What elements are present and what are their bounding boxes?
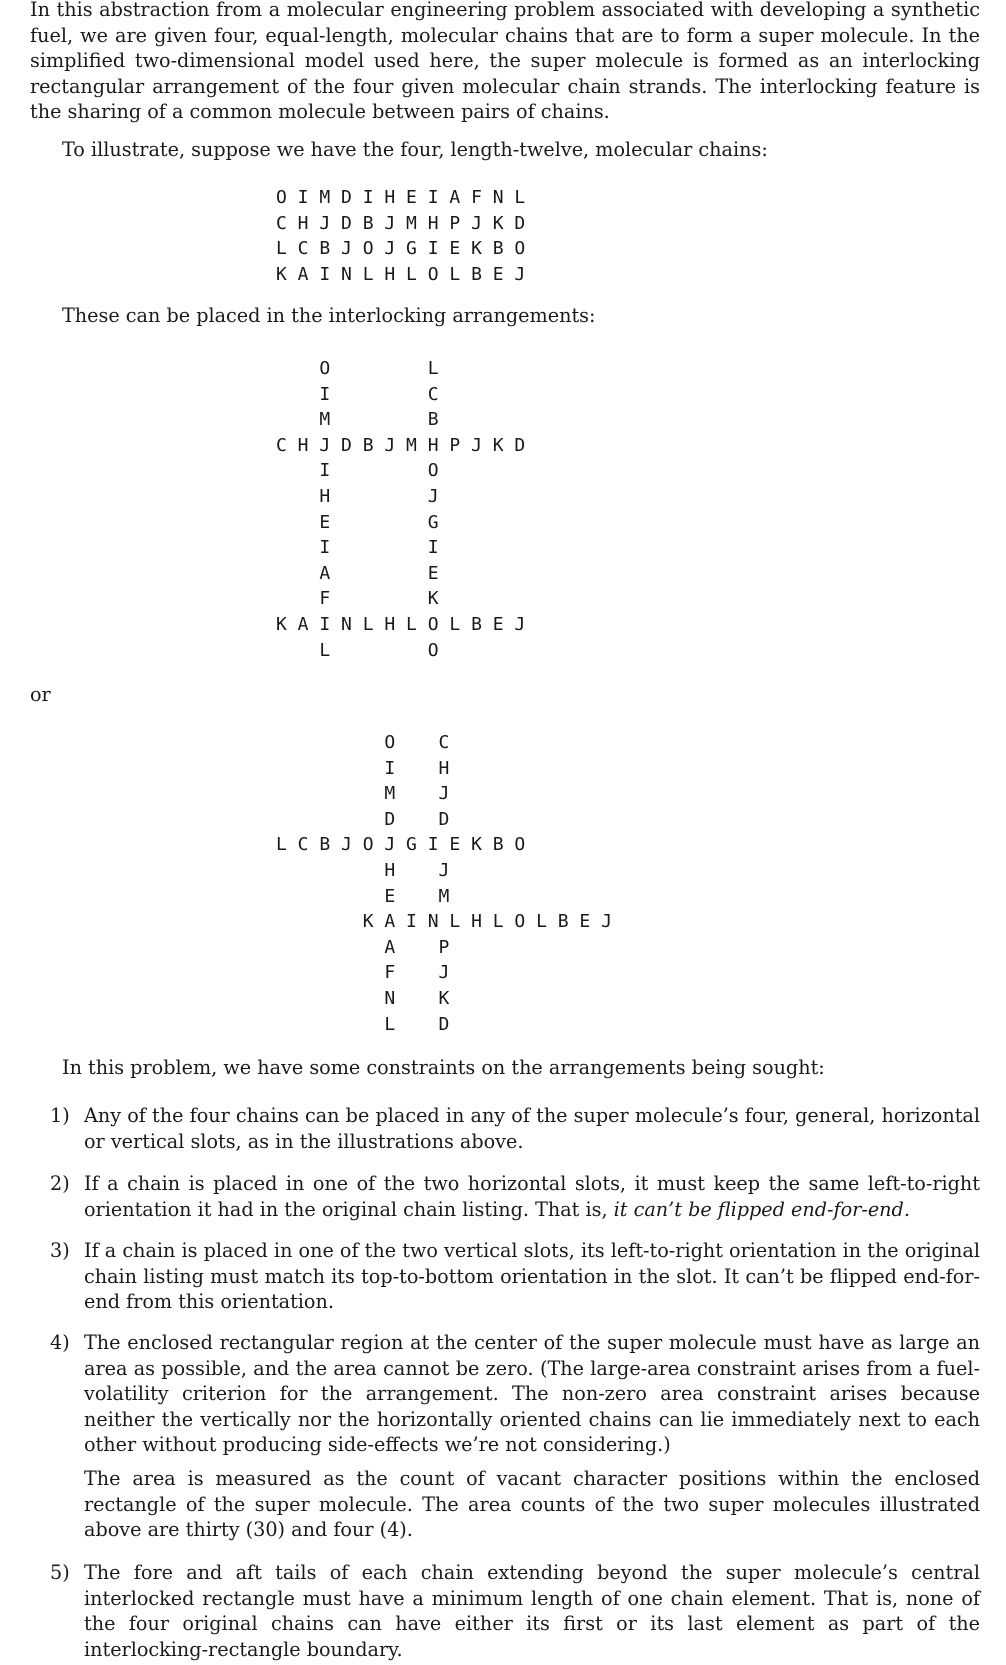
arrangement-line: F K: [276, 588, 439, 610]
arrangement-line: A P: [276, 936, 450, 958]
constraint-number: 5): [50, 1561, 70, 1584]
constraint-text: If a chain is placed in one of the two horizontal slots, it must keep the same left-to-right orientation it had in the original chain listing. That is,: [84, 1172, 980, 1221]
constraint-number: 3): [50, 1239, 70, 1262]
constraint-text-continued: The area is measured as the count of vacant character positions within the enclosed rectangle of the super molecule. The area counts of the two super molecules illustrated above are thirty (30) and four (4).: [84, 1466, 980, 1542]
placed-paragraph: These can be placed in the interlocking arrangements:: [62, 304, 596, 327]
intro-paragraph: In this abstraction from a molecular engineering problem associated with developing a synthetic fuel, we are given four, equal-length, molecular chains that are to form a super molecule. In the simplified two-dimensional model used here, the super molecule is formed as an interlocking rectangular arrangement of the four given molecular chain strands. The interlocking feature is the sharing of a common molecule between pairs of chains.: [30, 0, 980, 124]
constraints-intro: In this problem, we have some constraints on the arrangements being sought:: [62, 1056, 825, 1079]
arrangement-line: E M: [276, 885, 450, 907]
arrangement-line: K A I N L H L O L B E J: [276, 911, 612, 933]
arrangement-line: C H J D B J M H P J K D: [276, 434, 526, 456]
arrangement-line: D D: [276, 808, 450, 830]
arrangement-line: I C: [276, 383, 439, 405]
arrangement-line: I I: [276, 537, 439, 559]
arrangement-line: O C: [276, 732, 450, 753]
or-separator: or: [30, 683, 51, 706]
arrangement-line: F J: [276, 962, 450, 984]
constraint-text: Any of the four chains can be placed in any of the super molecule’s four, general, horizontal or vertical slots, as in the illustrations above.: [84, 1104, 980, 1153]
arrangement-line: H J: [276, 859, 450, 881]
constraint-item: [30, 1238, 980, 1315]
chain-listing: [276, 185, 525, 287]
constraint-item: [30, 1171, 980, 1222]
arrangement-two: [276, 730, 612, 1037]
arrangement-line: M B: [276, 409, 439, 431]
arrangement-line: L C B J O J G I E K B O: [276, 834, 526, 856]
constraint-number: 2): [50, 1172, 70, 1195]
chain-line: O I M D I H E I A F N L: [276, 187, 526, 208]
constraint-text: The fore and aft tails of each chain extending beyond the super molecule’s central interlocked rectangle must have a minimum length of one chain element. That is, none of the four original chains can have either its first or its last element as part of the interlocking-rectangle boundary.: [84, 1561, 980, 1661]
arrangement-line: H J: [276, 485, 439, 507]
arrangement-line: N K: [276, 987, 450, 1009]
constraint-number: 4): [50, 1331, 70, 1354]
constraint-text-wrapper: [84, 1171, 980, 1222]
constraint-item: [30, 1103, 980, 1154]
constraint-number: 1): [50, 1104, 70, 1127]
constraint-text: The enclosed rectangular region at the center of the super molecule must have as large an area as possible, and the area cannot be zero. (The large-area constraint arises from a fuel-volatility criterion for the arrangement. The non-zero area constraint arises because neither the vertically nor the horizontally oriented chains can lie immediately next to each other without producing side-effects we’re not considering.): [84, 1331, 980, 1457]
arrangement-line: E G: [276, 511, 439, 533]
chain-line: K A I N L H L O L B E J: [276, 263, 526, 285]
arrangement-line: L D: [276, 1013, 450, 1035]
constraint-emphasis: it can’t be flipped end-for-end.: [613, 1197, 910, 1221]
arrangement-line: A E: [276, 562, 439, 584]
arrangement-line: L O: [276, 639, 439, 661]
constraint-item: [30, 1330, 980, 1543]
illustrate-paragraph: To illustrate, suppose we have the four, length-twelve, molecular chains:: [62, 138, 768, 161]
arrangement-one: [276, 356, 525, 663]
arrangement-line: I O: [276, 460, 439, 482]
constraint-item: [30, 1560, 980, 1662]
arrangement-line: M J: [276, 783, 450, 805]
arrangement-line: O L: [276, 358, 439, 379]
constraint-text: If a chain is placed in one of the two vertical slots, its left-to-right orientation in the original chain listing must match its top-to-bottom orientation in the slot. It can’t be flipped end-for-end from this orientation.: [84, 1239, 980, 1314]
chain-line: C H J D B J M H P J K D: [276, 212, 526, 234]
arrangement-line: K A I N L H L O L B E J: [276, 613, 526, 635]
chain-line: L C B J O J G I E K B O: [276, 238, 526, 260]
arrangement-line: I H: [276, 757, 450, 779]
